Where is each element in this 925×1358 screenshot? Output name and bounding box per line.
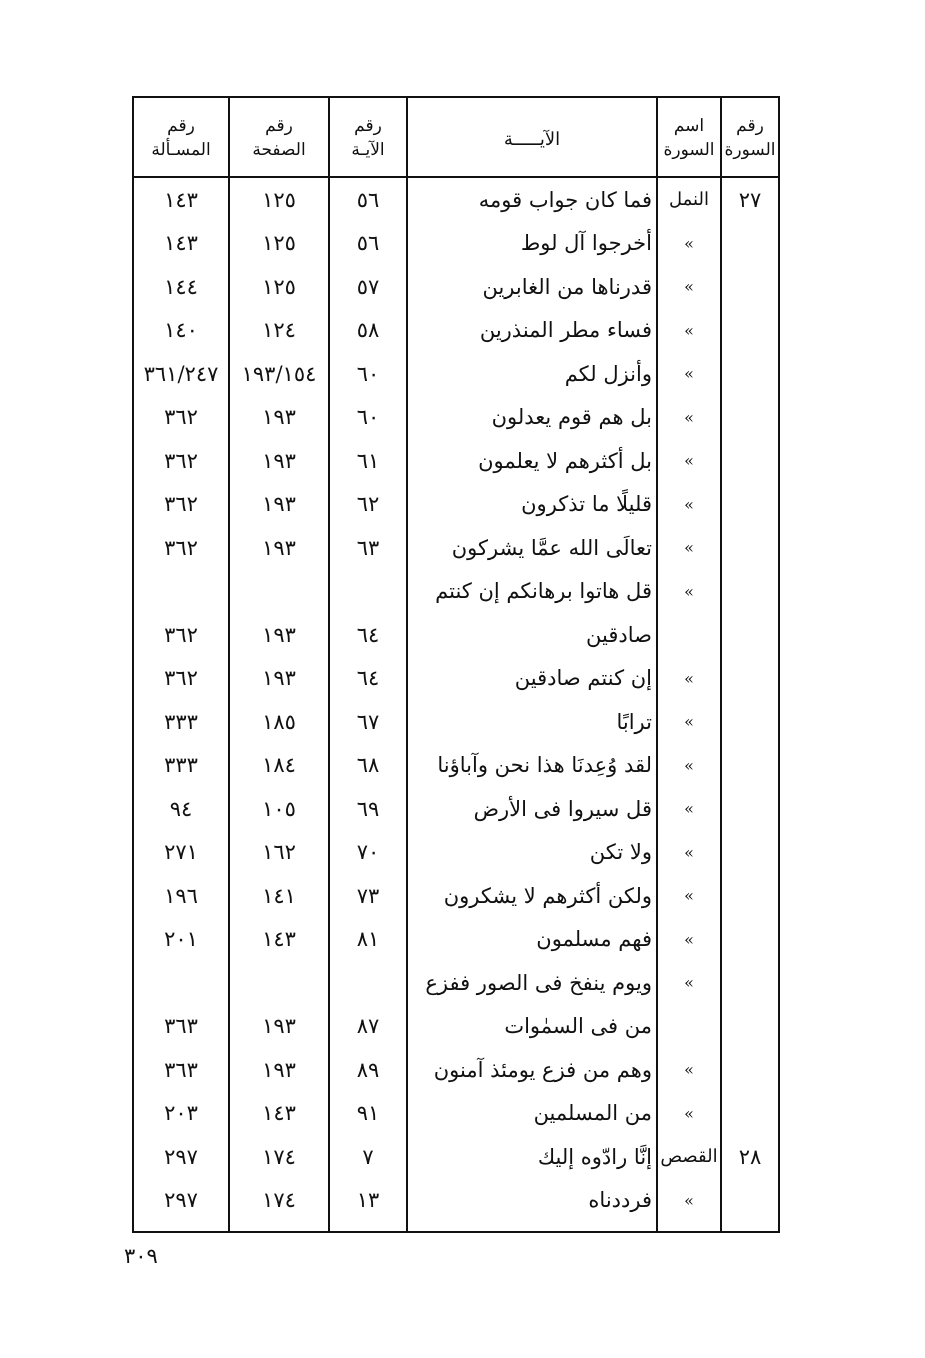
table-row: [134, 1048, 778, 1091]
ayah-number: [330, 961, 406, 1004]
header-line: السورة: [663, 140, 715, 160]
masala-number: ٣٦٢: [164, 622, 198, 647]
surah-number: [722, 396, 778, 439]
surah-number: [722, 309, 778, 352]
page-number-cell: ١٩٣: [262, 448, 296, 473]
surah-name: »: [684, 1190, 694, 1210]
surah-name: [658, 1005, 720, 1048]
masala-number: ٢٧١: [164, 840, 198, 864]
ayah-text: قل سيروا فى الأرض: [473, 796, 652, 821]
surah-number: [722, 918, 778, 961]
ayah-text: إن كنتم صادقين: [514, 666, 652, 690]
ayah-number: ٦٠: [356, 405, 380, 429]
surah-number: ٢٨: [738, 1144, 762, 1169]
masala-number: ٣٦٢: [164, 666, 198, 690]
header-line: رقم: [167, 116, 195, 136]
surah-number: [722, 657, 778, 700]
surah-number: [722, 700, 778, 743]
surah-number: [722, 744, 778, 787]
page-number-cell: ١٨٥: [262, 709, 296, 734]
page-number-cell: ١٩٣: [262, 622, 296, 647]
ayah-text: وهم من فزع يومئذ آمنون: [433, 1057, 652, 1082]
ayah-text: ترابًا: [616, 709, 652, 734]
ayah-text: بل أكثرهم لا يعلمون: [478, 448, 652, 473]
ayah-text: بل هم قوم يعدلون: [491, 405, 652, 429]
surah-name: [658, 613, 720, 656]
ayah-number: ٧: [362, 1144, 374, 1169]
page-number-cell: ١٤١: [262, 883, 296, 908]
ayah-number: [330, 570, 406, 613]
surah-name: »: [684, 364, 694, 383]
masala-number: ٣٦١/٢٤٧: [143, 361, 219, 386]
masala-number: ٣٦٣: [164, 1014, 198, 1038]
masala-number: ٣٦٢: [164, 535, 198, 560]
masala-number: [134, 961, 228, 1004]
table-row: [134, 874, 778, 917]
table-row: [134, 1179, 778, 1222]
ayah-number: ٨٧: [356, 1014, 380, 1038]
table-row: [134, 700, 778, 743]
surah-number: [722, 874, 778, 917]
ayah-text: فرددناه: [588, 1188, 652, 1212]
table-row: [134, 396, 778, 439]
masala-number: ٣٦٢: [164, 448, 198, 473]
page-number-cell: ١٩٣: [262, 405, 296, 429]
ayah-number: ٥٧: [356, 274, 380, 299]
table-row: [134, 1135, 778, 1178]
page-number-cell: ١٢٥: [262, 187, 296, 212]
table-row: [134, 657, 778, 700]
surah-number: [722, 265, 778, 308]
page-number-cell: ١٧٤: [262, 1188, 296, 1212]
surah-number: [722, 222, 778, 265]
surah-number: [722, 439, 778, 482]
header-line: رقم: [736, 116, 764, 136]
surah-name: »: [684, 929, 694, 949]
surah-name: »: [684, 494, 694, 514]
page-number-cell: ١٤٣: [262, 927, 296, 951]
page-number-cell: [230, 961, 328, 1004]
header-masala-number: [134, 102, 228, 174]
table-row: [134, 483, 778, 526]
surah-number: [722, 961, 778, 1004]
header-line: الآيـــــة: [503, 129, 561, 150]
surah-name: »: [684, 668, 694, 688]
ayah-number: ٦٤: [356, 666, 380, 690]
ayah-number: ٦٨: [356, 753, 380, 777]
ayah-text: أخرجوا آل لوط: [520, 231, 652, 255]
ayah-text: قدرناها من الغابرين: [482, 274, 652, 299]
surah-name: »: [684, 581, 694, 601]
page-number-cell: ١٩٣/١٥٤: [241, 361, 317, 386]
surah-name: القصص: [660, 1146, 718, 1167]
page-number-cell: ١٦٢: [262, 840, 296, 864]
page-number: ٣٠٩: [124, 1244, 158, 1268]
surah-name: »: [684, 451, 694, 470]
table-row: [134, 831, 778, 874]
masala-number: ٣٦٢: [164, 405, 198, 429]
table-row: [134, 309, 778, 352]
surah-name: »: [684, 538, 694, 557]
surah-number: [722, 1048, 778, 1091]
page-number-cell: ١٩٣: [262, 492, 296, 516]
header-line: المسـألة: [151, 140, 211, 160]
surah-name: »: [684, 277, 694, 296]
masala-number: ١٤٠: [164, 318, 198, 342]
masala-number: ١٤٣: [164, 187, 198, 212]
surah-name: »: [684, 1103, 694, 1123]
masala-number: [134, 570, 228, 613]
surah-number: [722, 1179, 778, 1222]
masala-number: ١٩٦: [164, 883, 198, 908]
table-row: [134, 1005, 778, 1048]
header-line: الصفحة: [252, 140, 306, 160]
page-number-cell: ١٢٤: [262, 318, 296, 342]
masala-number: ١٤٣: [164, 231, 198, 255]
ayah-number: ٦٢: [356, 492, 380, 516]
surah-name: »: [684, 407, 694, 427]
table-row: [134, 265, 778, 308]
surah-number: [722, 483, 778, 526]
ayah-text: ولكن أكثرهم لا يشكرون: [443, 883, 652, 908]
surah-number: [722, 570, 778, 613]
page-number-cell: ١٩٣: [262, 535, 296, 560]
ayah-number: ٦٩: [356, 796, 380, 821]
ayah-number: ٥٨: [356, 318, 380, 342]
ayah-text: تعالَى الله عمَّا يشركون: [451, 535, 652, 560]
surah-number: [722, 613, 778, 656]
surah-name: »: [684, 320, 694, 340]
ayah-text: ويوم ينفخ فى الصور ففزع: [425, 970, 652, 995]
surah-number: ٢٧: [738, 187, 762, 212]
ayah-text: قل هاتوا برهانكم إن كنتم: [435, 579, 652, 603]
table-row: [134, 1092, 778, 1135]
table-row: [134, 961, 778, 1004]
ayah-text: وأنزل لكم: [564, 361, 652, 386]
header-surah-name: [658, 102, 720, 174]
ayah-number: ٨٩: [356, 1057, 380, 1082]
ayah-text: قليلًا ما تذكرون: [521, 492, 652, 516]
ayah-text: من المسلمين: [533, 1101, 652, 1125]
page-number-cell: ١٩٣: [262, 1057, 296, 1082]
masala-number: ٩٤: [169, 796, 193, 821]
surah-name: »: [684, 712, 694, 731]
surah-name: »: [684, 973, 694, 992]
table-row: [134, 570, 778, 613]
surah-number: [722, 352, 778, 395]
page-number-cell: ١٧٤: [262, 1144, 296, 1169]
masala-number: ٣٦٢: [164, 492, 198, 516]
table-row: [134, 613, 778, 656]
ayah-number: ٦٤: [356, 622, 380, 647]
ayah-number: ٨١: [356, 927, 380, 951]
page-number-cell: [230, 570, 328, 613]
page-number-cell: ١٨٤: [262, 753, 296, 777]
surah-number: [722, 526, 778, 569]
page-number-cell: ١٢٥: [262, 231, 296, 255]
ayah-number: ٧٠: [356, 840, 380, 864]
masala-number: ٣٦٣: [164, 1057, 198, 1082]
masala-number: ١٤٤: [164, 274, 198, 299]
ayah-text: فهم مسلمون: [536, 927, 652, 951]
header-line: رقم: [265, 116, 293, 136]
surah-number: [722, 1005, 778, 1048]
ayah-number: ٦٣: [356, 535, 380, 560]
header-line: رقم: [354, 116, 382, 136]
header-ayah-number: [330, 102, 406, 174]
ayah-number: ٦٠: [356, 361, 380, 386]
header-page-number: [230, 102, 328, 174]
ayah-text: ولا تكن: [589, 840, 652, 864]
page-number-cell: ١٢٥: [262, 274, 296, 299]
masala-number: ٢٠٣: [164, 1101, 198, 1125]
surah-number: [722, 831, 778, 874]
masala-number: ٣٣٣: [164, 709, 198, 734]
ayah-text: لقد وُعِدنَا هذا نحن وآباؤنا: [437, 753, 652, 777]
header-surah-number: [722, 102, 778, 174]
surah-name: »: [684, 233, 694, 253]
table-row: [134, 918, 778, 961]
ayah-number: ١٣: [356, 1188, 380, 1212]
table-row: [134, 526, 778, 569]
ayah-number: ٥٦: [356, 187, 380, 212]
ayah-text: فما كان جواب قومه: [478, 187, 652, 212]
ayah-number: ٦١: [356, 448, 380, 473]
table-row: [134, 439, 778, 482]
table-row: [134, 787, 778, 830]
surah-name: النمل: [669, 189, 709, 210]
masala-number: ٢٩٧: [164, 1144, 198, 1169]
page-number-cell: ١٠٥: [262, 796, 296, 821]
table-row: [134, 744, 778, 787]
header-line: اسم: [673, 116, 705, 136]
header-line: السورة: [724, 140, 776, 160]
page-number-cell: ١٤٣: [262, 1101, 296, 1125]
table-row: [134, 352, 778, 395]
table-row: [134, 178, 778, 221]
ayah-text: إنَّا رادّوه إليك: [537, 1144, 652, 1169]
header-line: الآيـة: [351, 140, 385, 160]
ayah-number: ٧٣: [356, 883, 380, 908]
table-row: [134, 222, 778, 265]
index-table: [132, 96, 780, 1233]
surah-name: »: [684, 799, 694, 818]
masala-number: ٣٣٣: [164, 753, 198, 777]
masala-number: ٢٩٧: [164, 1188, 198, 1212]
page-number-cell: ١٩٣: [262, 666, 296, 690]
ayah-text: صادقين: [586, 622, 652, 647]
ayah-number: ٦٧: [356, 709, 380, 734]
page-number-cell: ١٩٣: [262, 1014, 296, 1038]
surah-name: »: [684, 886, 694, 905]
surah-number: [722, 787, 778, 830]
surah-name: »: [684, 1060, 694, 1079]
ayah-text: فساء مطر المنذرين: [479, 318, 652, 342]
ayah-number: ٥٦: [356, 231, 380, 255]
surah-number: [722, 1092, 778, 1135]
surah-name: »: [684, 842, 694, 862]
masala-number: ٢٠١: [164, 927, 198, 951]
surah-name: »: [684, 755, 694, 775]
ayah-text: من فى السمٰوات: [504, 1014, 652, 1038]
ayah-number: ٩١: [356, 1101, 380, 1125]
